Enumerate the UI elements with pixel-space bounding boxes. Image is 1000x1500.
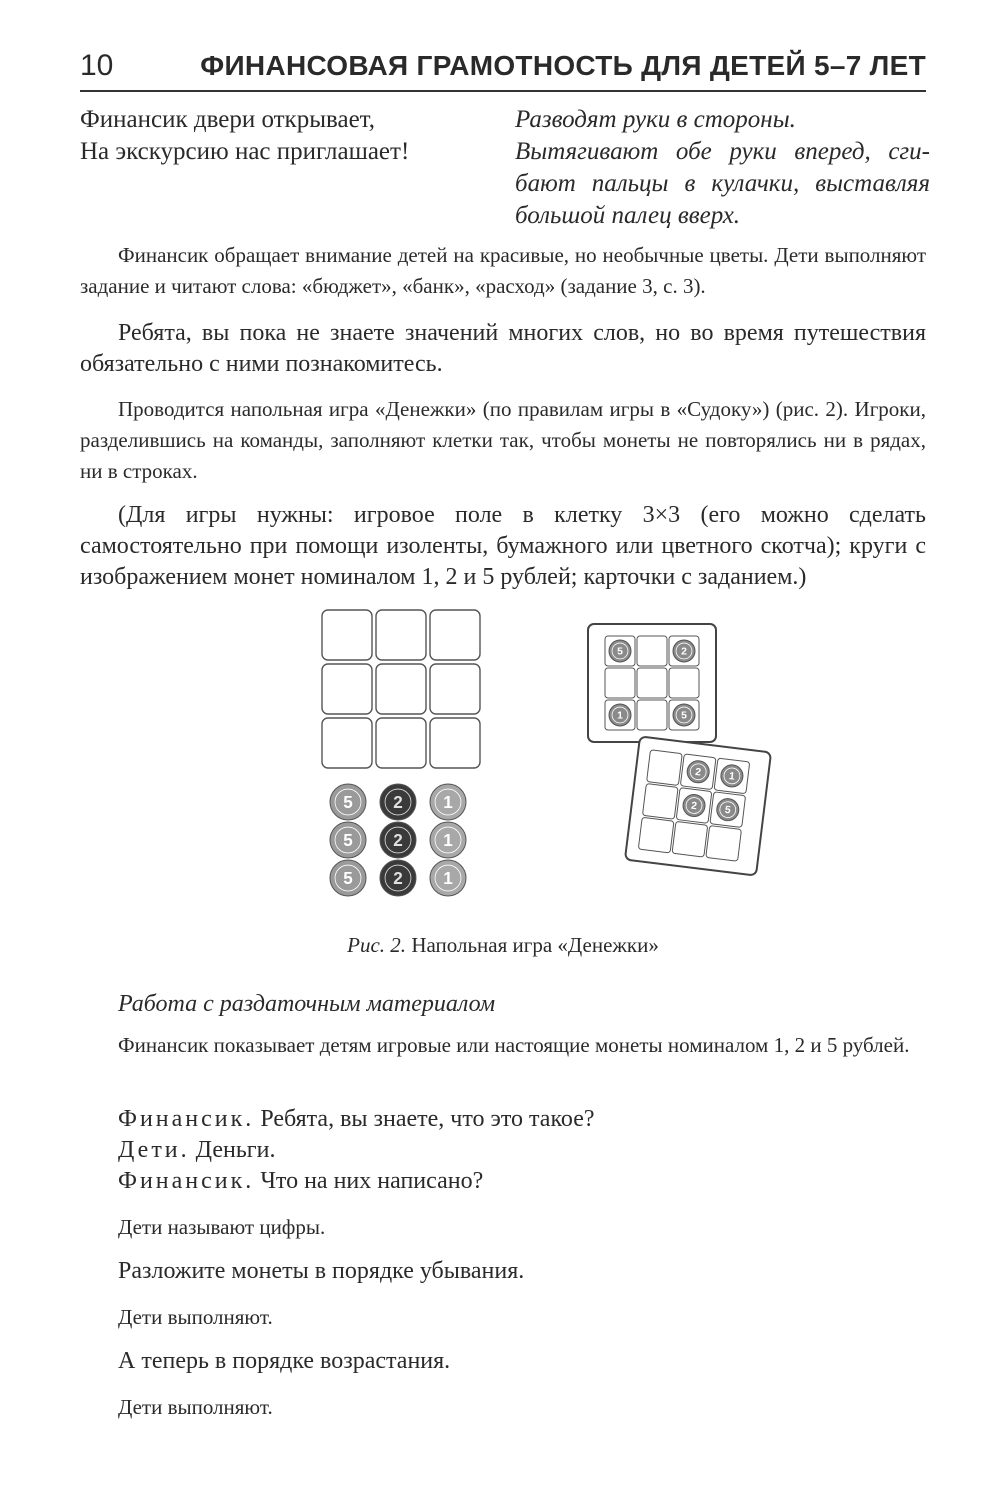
coin-2 bbox=[380, 784, 416, 820]
coin-5 bbox=[330, 784, 366, 820]
figure-label: Рис. 2. bbox=[347, 933, 407, 957]
speaker: Финансик. bbox=[118, 1106, 255, 1132]
figure-floor-game bbox=[320, 606, 780, 906]
card-cell bbox=[706, 826, 742, 862]
card-cell bbox=[605, 668, 635, 698]
coin-5 bbox=[673, 704, 695, 726]
utterance: Что на них написано? bbox=[254, 1168, 484, 1194]
book-page bbox=[80, 0, 930, 1500]
card-cell bbox=[647, 750, 683, 786]
coin-value: 1 bbox=[443, 792, 453, 812]
coin-value: 5 bbox=[343, 792, 353, 812]
verse-line: На экскурсию нас приглашает! bbox=[80, 138, 410, 165]
coin-1 bbox=[430, 860, 466, 896]
page-header bbox=[80, 46, 926, 90]
instruction: А теперь в порядке возрастания. bbox=[118, 1348, 451, 1374]
header-rule bbox=[80, 90, 926, 92]
dialog-line bbox=[118, 1135, 275, 1166]
coin-value: 1 bbox=[443, 868, 453, 888]
coin-value: 2 bbox=[681, 646, 687, 658]
stage-direction: Дети называют цифры. bbox=[118, 1215, 326, 1239]
field-cell bbox=[430, 718, 480, 768]
coin-1 bbox=[609, 704, 631, 726]
verse-lines bbox=[80, 104, 500, 168]
coin-value: 2 bbox=[690, 800, 698, 813]
coin-1 bbox=[430, 822, 466, 858]
coin-value: 5 bbox=[617, 646, 623, 658]
coin-5 bbox=[609, 640, 631, 662]
verse-line: Финансик двери открывает, bbox=[80, 106, 375, 133]
dialog-line bbox=[118, 1104, 595, 1135]
coin-value: 1 bbox=[617, 710, 623, 722]
task-card-2 bbox=[625, 736, 771, 875]
coin-value: 1 bbox=[728, 771, 736, 783]
figure-caption bbox=[80, 930, 926, 960]
field-cell bbox=[322, 718, 372, 768]
field-cell bbox=[376, 610, 426, 660]
floor-game-illustration bbox=[320, 606, 780, 906]
speaker: Дети. bbox=[118, 1137, 190, 1163]
utterance: Деньги. bbox=[189, 1137, 276, 1163]
stage-direction: Дети выполняют. bbox=[118, 1395, 273, 1419]
card-cell bbox=[642, 784, 678, 820]
action-line: большой палец вверх. bbox=[515, 202, 741, 229]
coin-5 bbox=[330, 822, 366, 858]
paragraph-new-words: Ребята, вы пока не знаете значений многих слов, но во время путешествия обязательно с ними познакомитесь. bbox=[80, 320, 926, 377]
coin-value: 2 bbox=[393, 830, 403, 850]
card-cell bbox=[669, 668, 699, 698]
field-cell bbox=[430, 664, 480, 714]
field-cell bbox=[322, 664, 372, 714]
card-cell bbox=[672, 821, 708, 857]
coin-1 bbox=[430, 784, 466, 820]
stage-direction: Дети выполняют. bbox=[118, 1305, 273, 1329]
coin-2 bbox=[673, 640, 695, 662]
coin-value: 5 bbox=[681, 710, 687, 722]
empty-game-field bbox=[322, 610, 480, 768]
action-line: Вытягивают обе руки вперед, сги- bbox=[515, 138, 930, 165]
verse-actions bbox=[515, 104, 930, 232]
field-cell bbox=[376, 718, 426, 768]
card-cell bbox=[637, 668, 667, 698]
figure-title: Напольная игра «Денежки» bbox=[411, 933, 659, 957]
paragraph-game-rules: Проводится напольная игра «Денежки» (по правилам игры в «Судоку») (рис. 2). Игроки, разделившись на команды, заполняют клетки так, чтобы монеты не повторялись ни в рядах, ни в строках. bbox=[80, 397, 926, 483]
section-intro: Финансик показывает детям игровые или настоящие монеты номиналом 1, 2 и 5 рублей. bbox=[118, 1033, 910, 1057]
task-card-1 bbox=[588, 624, 716, 742]
speaker: Финансик. bbox=[118, 1168, 255, 1194]
field-cell bbox=[430, 610, 480, 660]
coin-2 bbox=[380, 860, 416, 896]
utterance: Ребята, вы знаете, что это такое? bbox=[254, 1106, 595, 1132]
card-cell bbox=[638, 817, 674, 853]
coin-value: 5 bbox=[343, 830, 353, 850]
coin-value: 1 bbox=[443, 830, 453, 850]
card-cell bbox=[637, 700, 667, 730]
coin-value: 2 bbox=[694, 766, 702, 779]
running-title: ФИНАНСОВАЯ ГРАМОТНОСТЬ ДЛЯ ДЕТЕЙ 5–7 ЛЕТ bbox=[200, 50, 926, 81]
coin-2 bbox=[380, 822, 416, 858]
coin-value: 2 bbox=[393, 792, 403, 812]
action-line: бают пальцы в кулачки, выставляя bbox=[515, 170, 930, 197]
action-line: Разводят руки в стороны. bbox=[515, 106, 796, 133]
card-cell bbox=[637, 636, 667, 666]
section-title: Работа с раздаточным материалом bbox=[118, 991, 496, 1017]
coin-value: 5 bbox=[343, 868, 353, 888]
coin-5 bbox=[330, 860, 366, 896]
dialog-line bbox=[118, 1166, 483, 1197]
coin-value: 2 bbox=[393, 868, 403, 888]
coin-value: 5 bbox=[724, 804, 732, 817]
field-cell bbox=[376, 664, 426, 714]
page-number: 10 bbox=[80, 49, 114, 82]
instruction: Разложите монеты в порядке убывания. bbox=[118, 1258, 525, 1284]
paragraph-game-materials: (Для игры нужны: игровое поле в клетку 3×3 (его можно сделать самостоятельно при помощи изоленты, бумажного или цветного скотча); круги с изображением монет номиналом 1, 2 и 5 рублей; карточки с заданием.) bbox=[80, 502, 926, 590]
paragraph-flowers: Финансик обращает внимание детей на красивые, но необычные цветы. Дети выполняют задание и читают слова: «бюджет», «банк», «расход» (задание 3, с. 3). bbox=[80, 243, 926, 298]
field-cell bbox=[322, 610, 372, 660]
coin-set bbox=[330, 784, 466, 896]
